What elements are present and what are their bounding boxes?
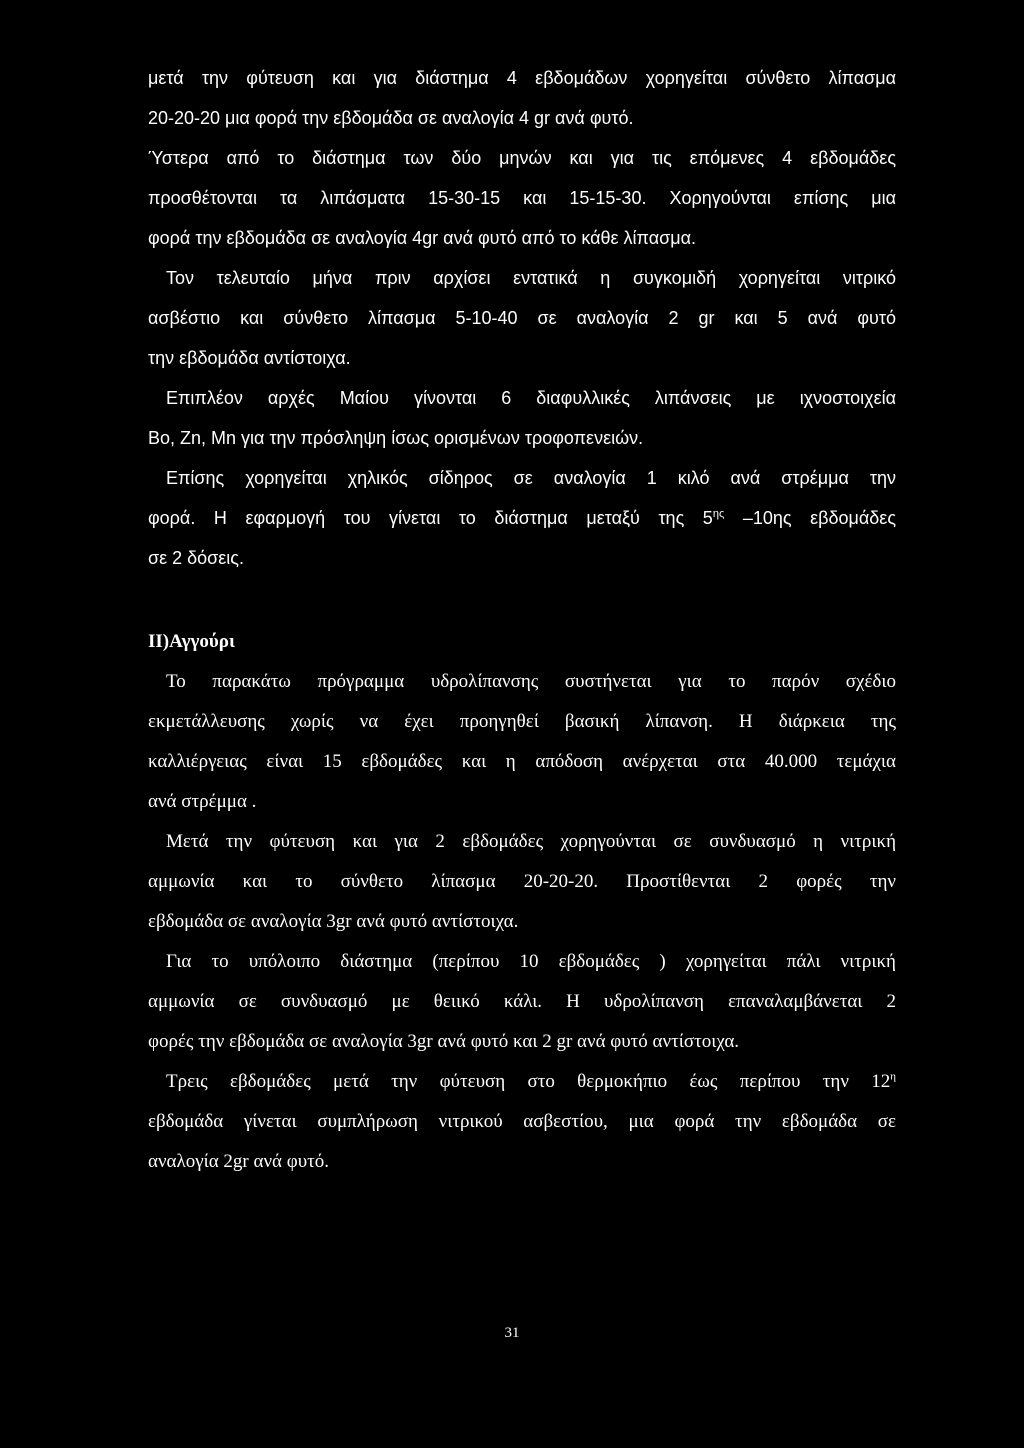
- superscript: ης: [712, 508, 725, 520]
- paragraph-line: την εβδομάδα αντίστοιχα.: [148, 348, 351, 368]
- paragraph-line: φορές την εβδομάδα σε αναλογία 3gr ανά φυτό και 2 gr ανά φυτό αντίστοιχα.: [148, 1031, 740, 1052]
- paragraph-line: Για το υπόλοιπο διάστημα (περίπου 10 εβδομάδες ) χορηγείται πάλι νιτρική: [166, 951, 896, 972]
- paragraph-line: [148, 1062, 896, 1102]
- text-run: φορά. Η εφαρμογή του γίνεται το διάστημα μεταξύ της 5: [148, 508, 713, 528]
- paragraph-line: ανά στρέμμα .: [148, 791, 257, 812]
- superscript: η: [890, 1070, 896, 1083]
- text-run: Τρεις εβδομάδες μετά την φύτευση στο θερμοκήπιο έως περίπου την 12: [166, 1071, 891, 1092]
- paragraph-line: καλλιέργειας είναι 15 εβδομάδες και η απόδοση ανέρχεται στα 40.000 τεμάχια: [148, 751, 896, 772]
- paragraph-line: σε 2 δόσεις.: [148, 548, 244, 568]
- paragraph-line: Bo, Zn, Mn για την πρόσληψη ίσως ορισμένων τροφοπενειών.: [148, 428, 644, 448]
- paragraph-line: 20-20-20 μια φορά την εβδομάδα σε αναλογία 4 gr ανά φυτό.: [148, 108, 634, 128]
- paragraph-line: μετά την φύτευση και για διάστημα 4 εβδομάδων χορηγείται σύνθετο λίπασμα: [148, 68, 896, 88]
- document-page: [148, 58, 896, 1182]
- paragraph-line: αμμωνία και το σύνθετο λίπασμα 20-20-20. Προστίθενται 2 φορές την: [148, 871, 896, 892]
- text-run: –10ης εβδομάδες: [724, 508, 897, 528]
- paragraph-line: προσθέτονται τα λιπάσματα 15-30-15 και 15-15-30. Χορηγούνται επίσης μια: [148, 188, 896, 208]
- paragraph-line: Επιπλέον αρχές Μαίου γίνονται 6 διαφυλλικές λιπάνσεις με ιχνοστοιχεία: [166, 388, 896, 408]
- paragraph-line: Επίσης χορηγείται χηλικός σίδηρος σε αναλογία 1 κιλό ανά στρέμμα την: [166, 468, 896, 488]
- section-spacer: [148, 578, 896, 622]
- paragraph-line: ασβέστιο και σύνθετο λίπασμα 5-10-40 σε αναλογία 2 gr και 5 ανά φυτό: [148, 308, 896, 328]
- section-heading: II)Αγγούρι: [148, 631, 235, 652]
- paragraph-line: Ύστερα από το διάστημα των δύο μηνών και για τις επόμενες 4 εβδομάδες: [148, 148, 896, 168]
- paragraph-line: φορά την εβδομάδα σε αναλογία 4gr ανά φυτό από το κάθε λίπασμα.: [148, 228, 697, 248]
- paragraph-line: [148, 498, 896, 538]
- paragraph-line: Το παρακάτω πρόγραμμα υδρολίπανσης συστήνεται για το παρόν σχέδιο: [166, 671, 896, 692]
- paragraph-line: Τον τελευταίο μήνα πριν αρχίσει εντατικά η συγκομιδή χορηγείται νιτρικό: [166, 268, 896, 288]
- paragraph-line: αναλογία 2gr ανά φυτό.: [148, 1151, 330, 1172]
- paragraph-line: αμμωνία σε συνδυασμό με θειικό κάλι. Η υδρολίπανση επαναλαμβάνεται 2: [148, 991, 896, 1012]
- paragraph-line: εβδομάδα σε αναλογία 3gr ανά φυτό αντίστοιχα.: [148, 911, 519, 932]
- paragraph-line: εκμετάλλευσης χωρίς να έχει προηγηθεί βασική λίπανση. Η διάρκεια της: [148, 711, 896, 732]
- page-number: 31: [504, 1325, 520, 1341]
- paragraph-line: εβδομάδα γίνεται συμπλήρωση νιτρικού ασβεστίου, μια φορά την εβδομάδα σε: [148, 1111, 896, 1132]
- paragraph-line: Μετά την φύτευση και για 2 εβδομάδες χορηγούνται σε συνδυασμό η νιτρική: [166, 831, 896, 852]
